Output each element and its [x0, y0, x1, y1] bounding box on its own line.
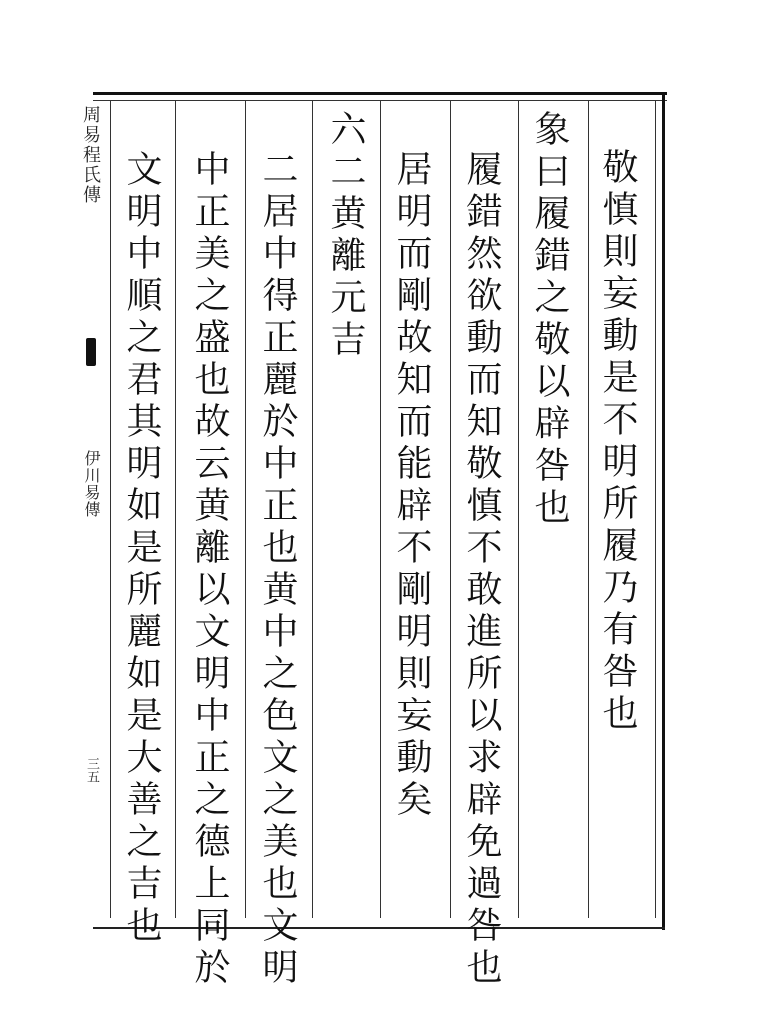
text-column-3: 履錯然欲動而知敬慎不敢進所以求辟免過咎也 [461, 150, 502, 990]
margin-source-label: 伊川易傳 [82, 450, 101, 518]
column-rule [450, 100, 451, 918]
text-column-7: 中正美之盛也故云黄離以文明中正之德上同於 [189, 150, 230, 990]
fishtail-mark [86, 338, 96, 366]
column-rule [245, 100, 246, 918]
column-rule [175, 100, 176, 918]
column-rule [588, 100, 589, 918]
bottom-border [93, 927, 665, 929]
text-column-4: 居明而剛故知而能辟不剛明則妄動矣 [391, 150, 432, 822]
column-rule [110, 100, 111, 918]
column-rule [380, 100, 381, 918]
right-border [662, 92, 665, 930]
margin-page-number: 三五 [84, 757, 99, 783]
column-rule [312, 100, 313, 918]
column-rule [518, 100, 519, 918]
text-column-8: 文明中順之君其明如是所麗如是大善之吉也 [121, 150, 162, 948]
column-rule [655, 100, 656, 918]
margin-book-title: 周易程氏傳 [80, 105, 101, 205]
text-column-6: 二居中得正麗於中正也黄中之色文之美也文明 [257, 150, 298, 990]
text-column-5: 六二黄離元吉 [325, 110, 366, 362]
text-column-2: 象曰履錯之敬以辟咎也 [529, 110, 570, 530]
text-column-1: 敬慎則妄動是不明所履乃有咎也 [597, 148, 638, 736]
top-border [93, 92, 667, 95]
